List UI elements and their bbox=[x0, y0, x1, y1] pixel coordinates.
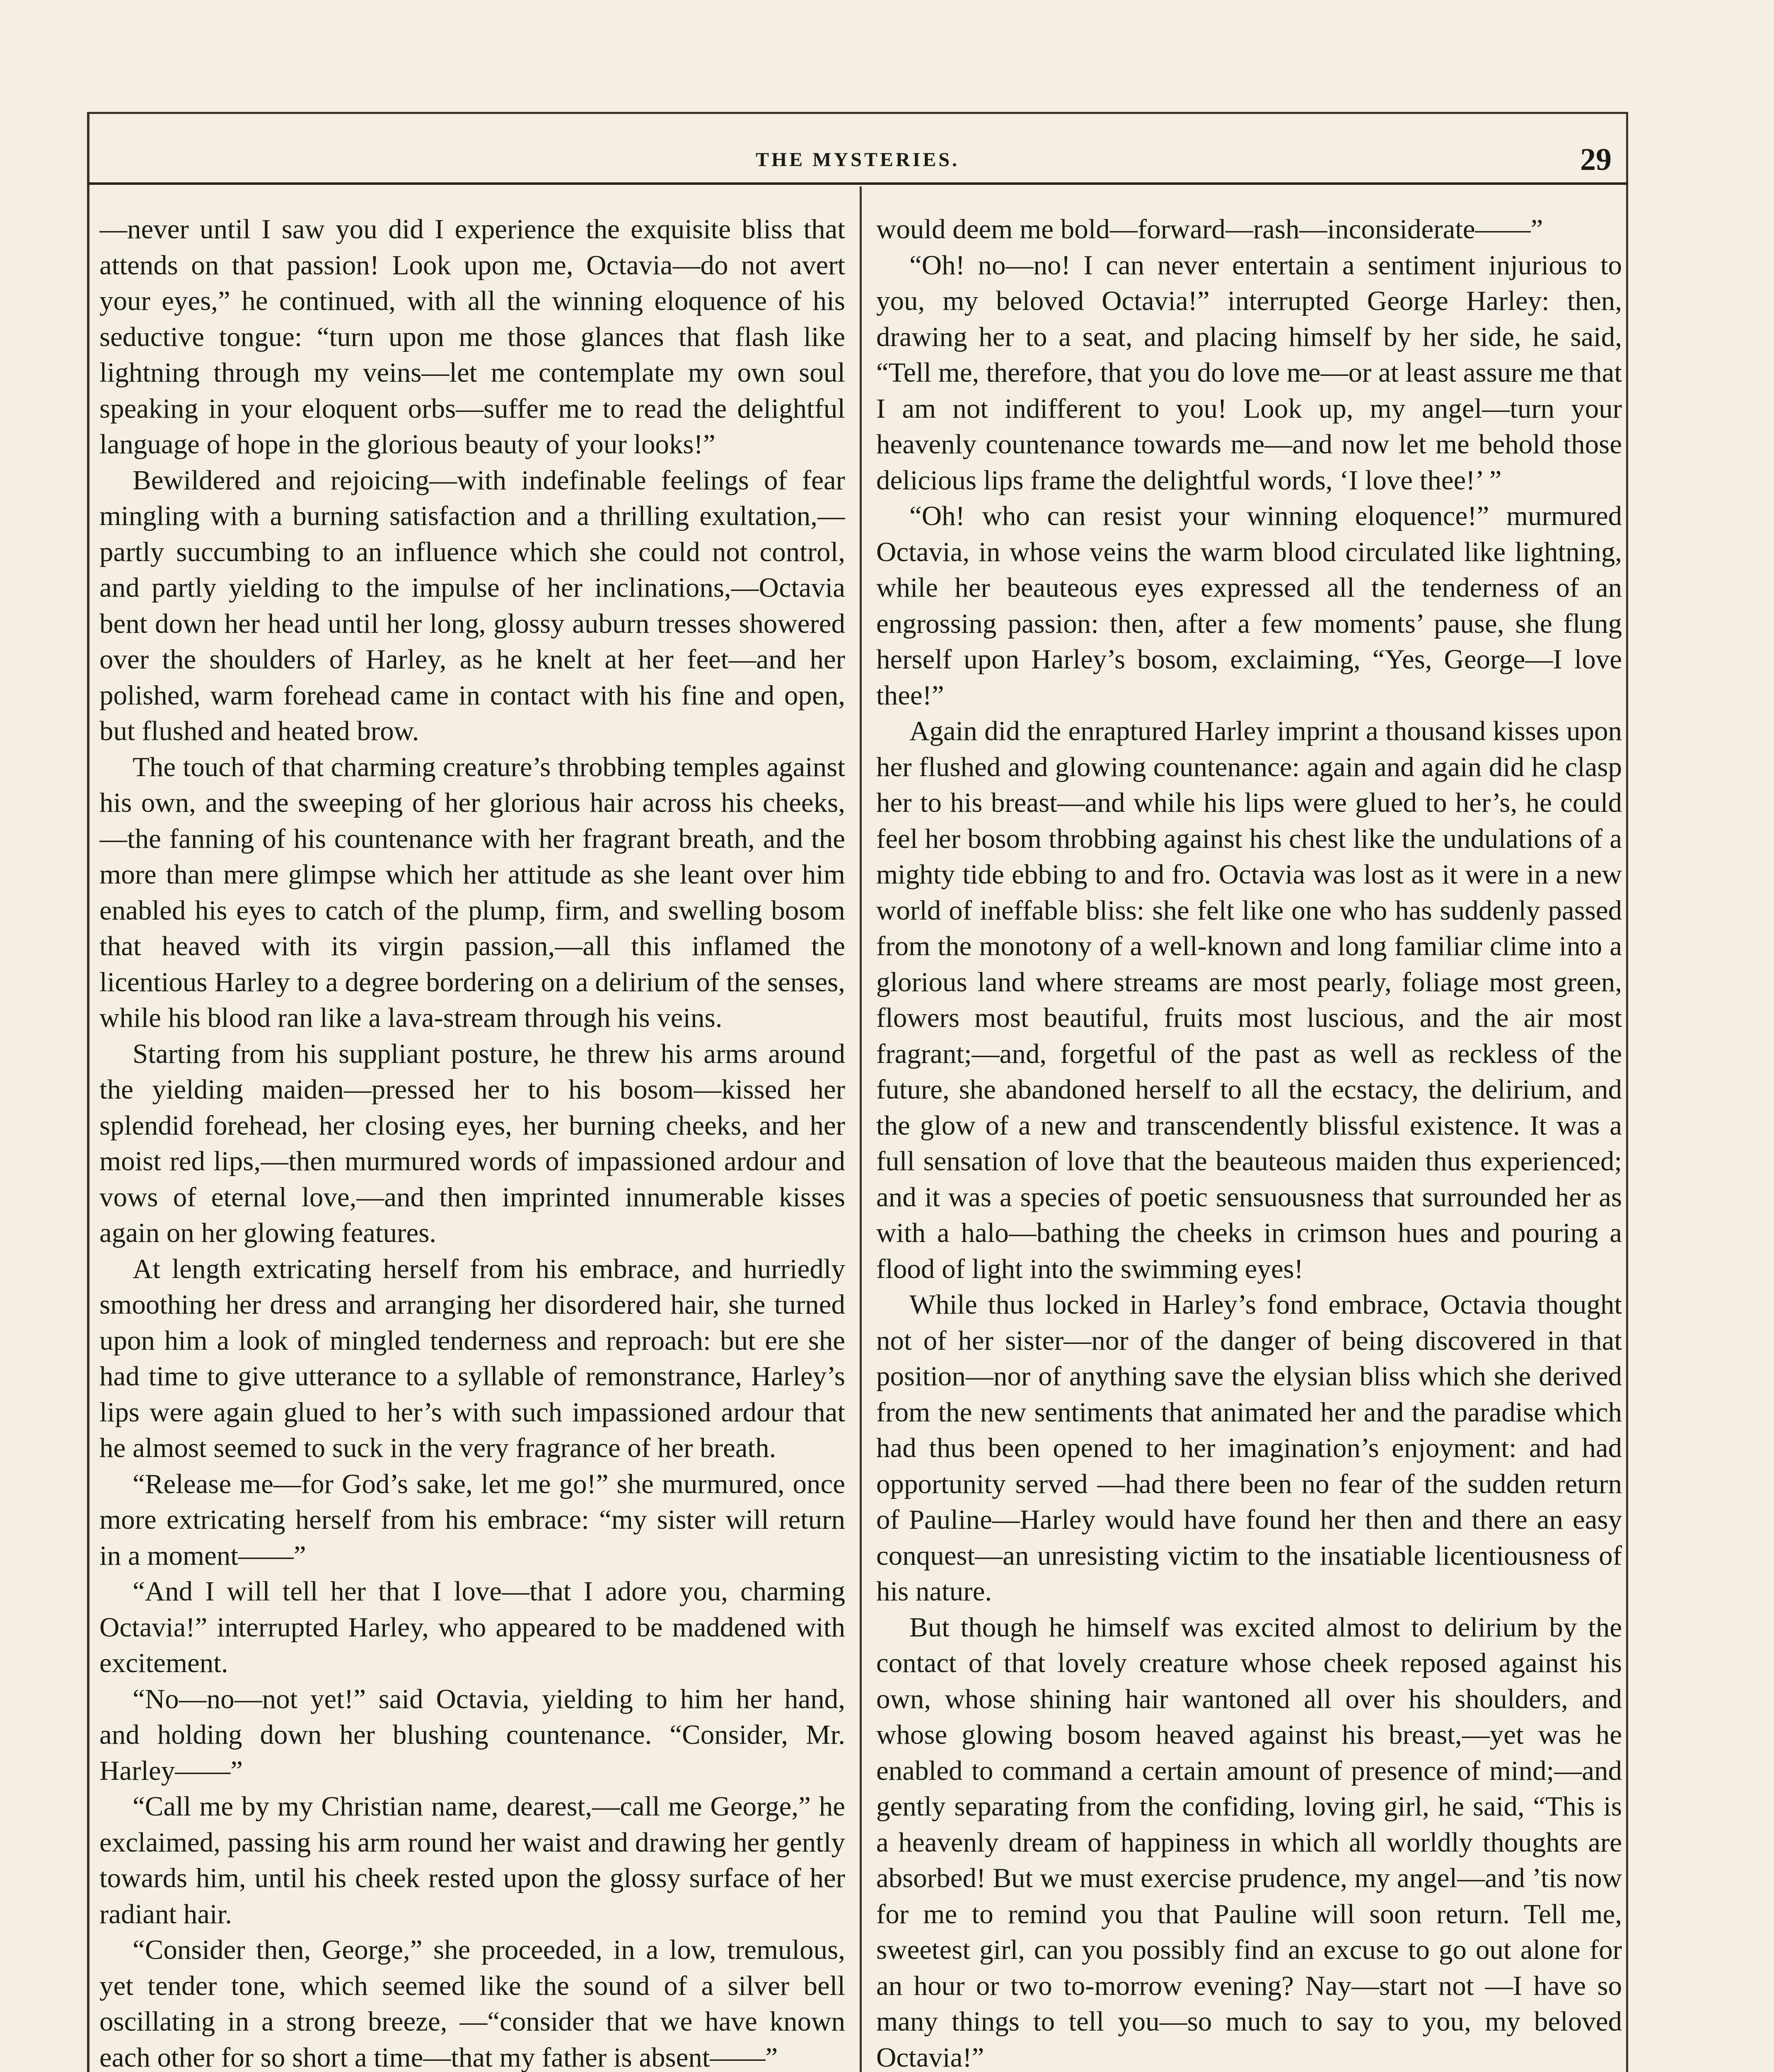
paragraph: “Consider then, George,” she proceeded, in a low, tremulous, yet tender tone, which seemed like the sound of a silver bell oscillating in a strong breeze, —“consider that we have known each other for so short a time—that my father is absent——” bbox=[99, 1934, 845, 2072]
paragraph: “And I will tell her that I love—that I adore you, charming Octavia!” interrupted Harley, who appeared to be maddened with excitement. bbox=[99, 1576, 845, 1678]
paragraph: “Call me by my Christian name, dearest,—call me George,” he exclaimed, passing his arm round her waist and drawing her gently towards him, until his cheek rested upon the glossy surface of her radiant hair. bbox=[99, 1791, 845, 1929]
paragraph: While thus locked in Harley’s fond embrace, Octavia thought not of her sister—nor of the danger of being discovered in that position—nor of anything save the elysian bliss which she derived from the new sentiments that animated her and the paradise which had thus been opened to her imagination’s enjoyment: and had opportunity served —had there been no fear of the sudden return of Pauline—Harley would have found her then and there an easy conquest—an unresisting victim to the insatiable licentiousness of his nature. bbox=[876, 1289, 1622, 1607]
paragraph: Starting from his suppliant posture, he threw his arms around the yielding maiden—pressed her to his bosom—kissed her splendid forehead, her closing eyes, her burning cheeks, and her moist red lips,—then murmured words of impassioned ardour and vows of eternal love,—and then imprinted innumerable kisses again on her glowing features. bbox=[99, 1038, 845, 1248]
paragraph: —never until I saw you did I experience the exquisite bliss that attends on that passion! Look upon me, Octavia—do not avert your eyes,” he continued, with all the winning eloquence of his seductive tongue: “turn upon me those glances that flash like lightning through my veins—let me contemplate my own soul speaking in your eloquent orbs—suffer me to read the delightful language of hope in the glorious beauty of your looks!” bbox=[99, 214, 845, 460]
paragraph: “Oh! no—no! I can never entertain a sentiment injurious to you, my beloved Octavia!” interrupted George Harley: then, drawing her to a seat, and placing himself by her side, he said, “Tell me, therefore, that you do love me—or at least assure me that I am not indifferent to you! Look up, my angel—turn your heavenly countenance towards me—and now let me behold those delicious lips frame the delightful words, ‘I love thee!’ ” bbox=[876, 249, 1622, 496]
column-divider bbox=[860, 186, 862, 2072]
header-rule bbox=[87, 182, 1628, 185]
paragraph: But though he himself was excited almost to delirium by the contact of that lovely creature whose cheek reposed against his own, whose shining hair wantoned all over his shoulders, and whose glowing bosom heaved against his breast,—yet was he enabled to command a certain amount of presence of mind;—and gently separating from the confiding, loving girl, he said, “This is a heavenly dream of happiness in which all worldly thoughts are absorbed! But we must exercise prudence, my angel—and ’tis now for me to remind you that Pauline will soon return. Tell me, sweetest girl, can you possibly find an excuse to go out alone for an hour or two to-morrow evening? Nay—start not —I have so many things to tell you—so much to say to you, my beloved Octavia!” bbox=[876, 1612, 1622, 2072]
paragraph: “Oh! who can resist your winning eloquence!” murmured Octavia, in whose veins the warm blood circulated like lightning, while her beauteous eyes expressed all the tenderness of an engrossing passion: then, after a few moments’ pause, she flung herself upon Harley’s bosom, exclaiming, “Yes, George—I love thee!” bbox=[876, 501, 1622, 711]
running-title: THE MYSTERIES. bbox=[755, 148, 960, 171]
left-column bbox=[99, 211, 845, 2072]
page-number: 29 bbox=[1580, 142, 1612, 177]
paragraph: “Release me—for God’s sake, let me go!” she murmured, once more extricating herself from his embrace: “my sister will return in a moment——” bbox=[99, 1468, 845, 1571]
running-head bbox=[87, 141, 1628, 178]
paragraph: Again did the enraptured Harley imprint a thousand kisses upon her flushed and glowing countenance: again and again did he clasp her to his breast—and while his lips were glued to her’s, he could feel her bosom throbbing against his chest like the undulations of a mighty tide ebbing to and fro. Octavia was lost as it were in a new world of ineffable bliss: she felt like one who has suddenly passed from the monotony of a well-known and long familiar clime into a glorious land where streams are most pearly, foliage most green, flowers most beautiful, fruits most luscious, and the air most fragrant;—and, forgetful of the past as well as reckless of the future, she abandoned herself to all the ecstacy, the delirium, and the glow of a new and transcendently blissful existence. It was a full sensation of love that the beauteous maiden thus experienced; and it was a species of poetic sensuousness that surrounded her as with a halo—bathing the cheeks in crimson hues and pouring a flood of light into the swimming eyes! bbox=[876, 716, 1622, 1284]
right-column bbox=[876, 211, 1622, 2072]
paragraph: would deem me bold—forward—rash—inconsiderate——” bbox=[876, 214, 1543, 244]
paragraph: At length extricating herself from his embrace, and hurriedly smoothing her dress and arranging her disordered hair, she turned upon him a look of mingled tenderness and reproach: but ere she had time to give utterance to a syllable of remonstrance, Harley’s lips were again glued to her’s with such impassioned ardour that he almost seemed to suck in the very fragrance of her breath. bbox=[99, 1253, 845, 1463]
paragraph: The touch of that charming creature’s throbbing temples against his own, and the sweeping of her glorious hair across his cheeks,—the fanning of his countenance with her fragrant breath, and the more than mere glimpse which her attitude as she leant over him enabled his eyes to catch of the plump, firm, and swelling bosom that heaved with its virgin passion,—all this inflamed the licentious Harley to a degree bordering on a delirium of the senses, while his blood ran like a lava-stream through his veins. bbox=[99, 751, 845, 1033]
paragraph: “No—no—not yet!” said Octavia, yielding to him her hand, and holding down her blushing countenance. “Consider, Mr. Harley——” bbox=[99, 1683, 845, 1786]
paragraph: Bewildered and rejoicing—with indefinable feelings of fear mingling with a burning satisfaction and a thrilling exultation,—partly succumbing to an influence which she could not control, and partly yielding to the impulse of her inclinations,—Octavia bent down her head until her long, glossy auburn tresses showered over the shoulders of Harley, as he knelt at her feet—and her polished, warm forehead came in contact with his fine and open, but flushed and heated brow. bbox=[99, 465, 845, 746]
